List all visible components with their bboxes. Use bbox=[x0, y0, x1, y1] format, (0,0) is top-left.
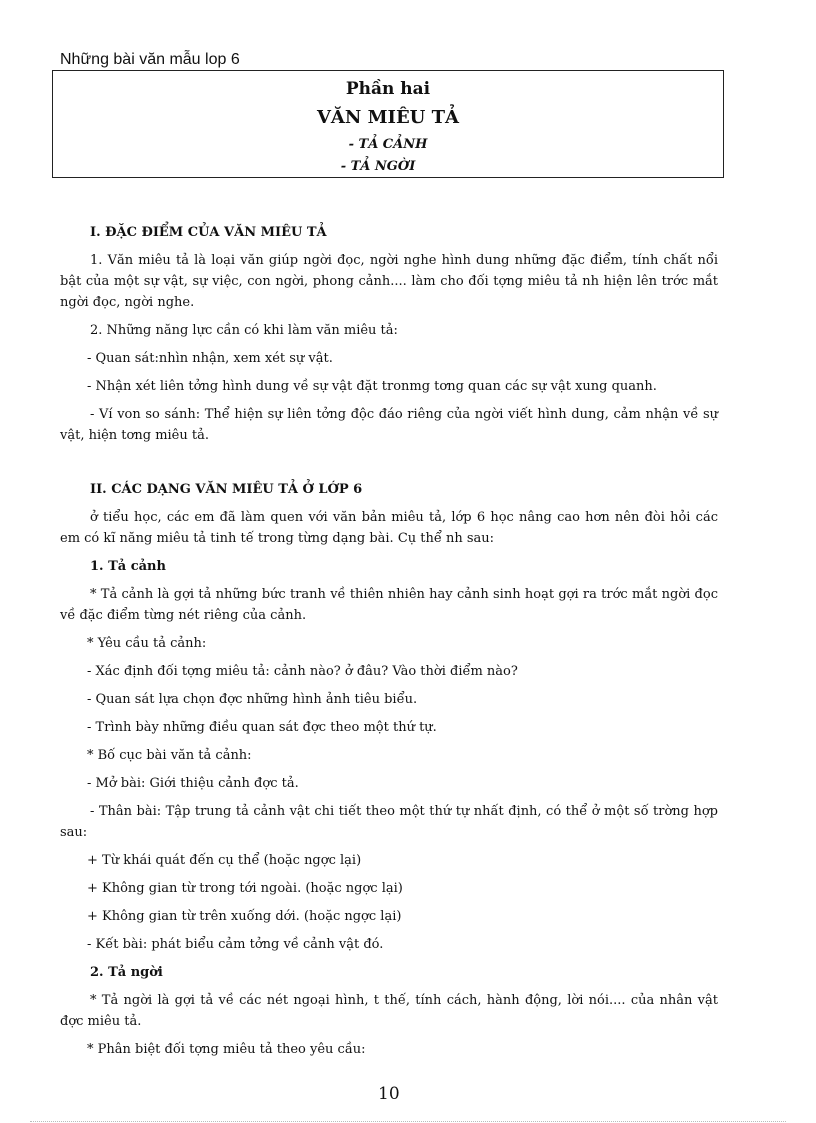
part-title: Phần hai bbox=[345, 79, 431, 99]
list-item: * Yêu cầu tả cảnh: bbox=[87, 636, 207, 651]
title-box bbox=[52, 70, 724, 178]
list-item: - Quan sát lựa chọn đợc những hình ảnh tiêu biểu. bbox=[87, 692, 418, 707]
list-item: + Từ khái quát đến cụ thể (hoặc ngợc lại) bbox=[87, 853, 362, 868]
paragraph: - Thân bài: Tập trung tả cảnh vật chi tiết theo một thứ tự nhất định, có thể ở một số trờng hợp sau: bbox=[60, 804, 718, 840]
section-heading: II. CÁC DẠNG VĂN MIÊU TẢ Ở LỚP 6 bbox=[90, 482, 363, 497]
paragraph: - Ví von so sánh: Thể hiện sự liên tởng độc đáo riêng của ngời viết hình dung, cảm nhận về sự vật, hiện tơng miêu tả. bbox=[60, 407, 718, 443]
subsection-heading: 2. Tả ngời bbox=[90, 965, 163, 980]
list-item: - Xác định đối tợng miêu tả: cảnh nào? ở đâu? Vào thời điểm nào? bbox=[87, 664, 518, 679]
list-item: - Mở bài: Giới thiệu cảnh đợc tả. bbox=[87, 776, 299, 791]
list-item: + Không gian từ trong tới ngoài. (hoặc ngợc lại) bbox=[87, 881, 403, 896]
paragraph: * Tả cảnh là gợi tả những bức tranh về thiên nhiên hay cảnh sinh hoạt gợi ra trớc mắt ngời đọc về đặc điểm từng nét riêng của cảnh. bbox=[60, 587, 718, 623]
paragraph: * Tả ngời là gợi tả về các nét ngoại hình, t thế, tính cách, hành động, lời nói.... của nhân vật đợc miêu tả. bbox=[60, 993, 718, 1029]
list-item: - Trình bày những điều quan sát đợc theo một thứ tự. bbox=[87, 720, 437, 735]
page-number: 10 bbox=[378, 1084, 400, 1104]
list-item: * Phân biệt đối tợng miêu tả theo yêu cầu: bbox=[87, 1042, 366, 1057]
running-header: Những bài văn mẫu lop 6 bbox=[60, 51, 240, 68]
paragraph: 2. Những năng lực cần có khi làm văn miêu tả: bbox=[90, 323, 398, 338]
footer-divider bbox=[30, 1121, 786, 1122]
subtitle-landscape: - TẢ CẢNH bbox=[348, 137, 428, 152]
subsection-heading: 1. Tả cảnh bbox=[90, 559, 166, 574]
paragraph: ở tiểu học, các em đã làm quen với văn bản miêu tả, lớp 6 học nâng cao hơn nên đòi hỏi các em có kĩ năng miêu tả tinh tế trong từng dạng bài. Cụ thể nh sau: bbox=[60, 510, 718, 546]
list-item: - Nhận xét liên tởng hình dung về sự vật đặt tronmg tơng quan các sự vật xung quanh. bbox=[87, 379, 657, 394]
section-heading: I. ĐẶC ĐIỂM CỦA VĂN MIÊU TẢ bbox=[90, 225, 327, 240]
subtitle-person: - TẢ NGỜI bbox=[340, 159, 416, 174]
main-title: VĂN MIÊU TẢ bbox=[316, 107, 460, 128]
paragraph: 1. Văn miêu tả là loại văn giúp ngời đọc, ngời nghe hình dung những đặc điểm, tính chất nổi bật của một sự vật, sự việc, con ngời, phong cảnh.... làm cho đối tợng miêu tả nh hiện lên trớc mắt ngời đọc, ngời nghe. bbox=[60, 253, 718, 310]
list-item: + Không gian từ trên xuống dới. (hoặc ngợc lại) bbox=[87, 909, 402, 924]
list-item: - Kết bài: phát biểu cảm tởng về cảnh vật đó. bbox=[87, 937, 384, 952]
list-item: * Bố cục bài văn tả cảnh: bbox=[87, 748, 252, 763]
list-item: - Quan sát:nhìn nhận, xem xét sự vật. bbox=[87, 351, 333, 366]
document-body bbox=[60, 222, 718, 1067]
